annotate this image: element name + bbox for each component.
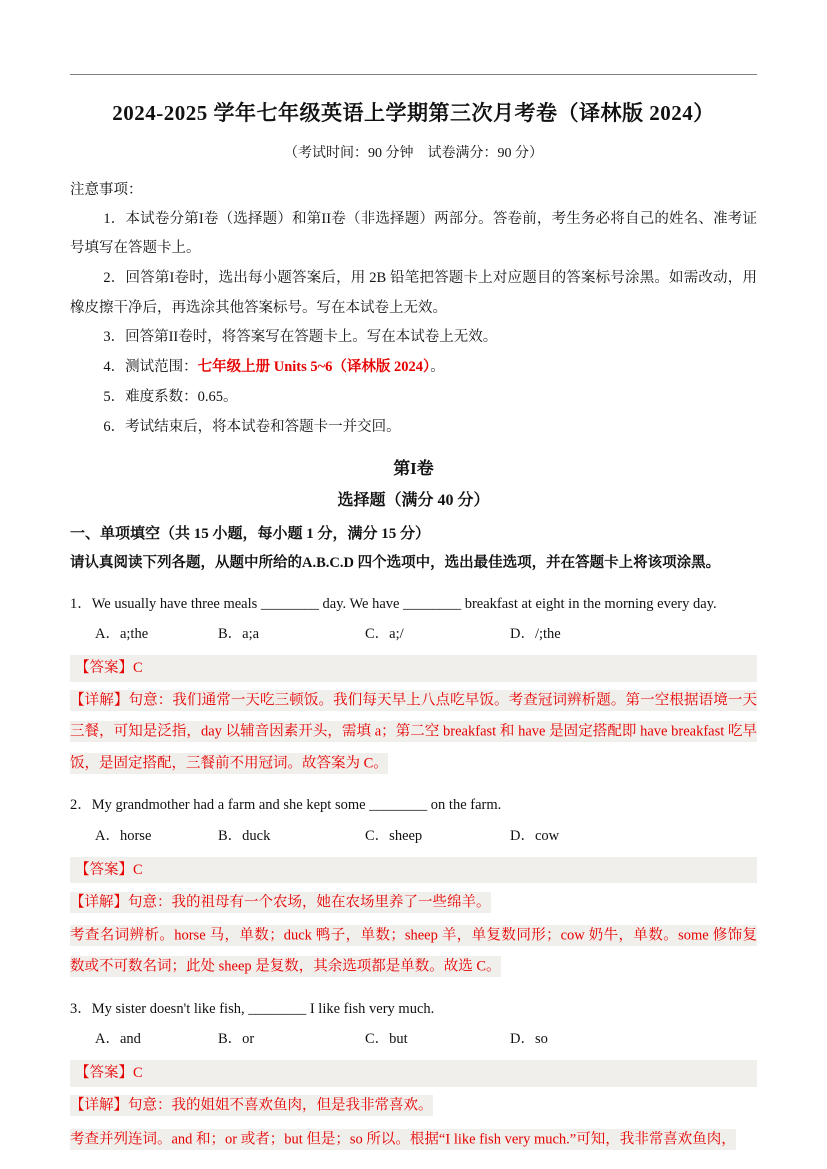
question-2-option-a: A．horse	[95, 827, 152, 844]
question-2-explanation-p2	[70, 920, 757, 982]
question-1-stem: 1．We usually have three meals ________ day. We have ________ breakfast at eight in the morning every day.	[70, 595, 717, 612]
note-item-4	[70, 353, 757, 383]
question-3-option-a: A．and	[95, 1031, 141, 1048]
part-subtitle: 选择题（满分 40 分）	[337, 492, 490, 510]
part-title: 第I卷	[393, 459, 434, 479]
question-3-options	[70, 1025, 757, 1053]
question-1-options	[70, 620, 757, 648]
question-1-answer: 【答案】C	[70, 655, 757, 681]
note-item-1: 1．本试卷分第I卷（选择题）和第II卷（非选择题）两部分。答卷前，考生务必将自己的姓名、准考证号填写在答题卡上。	[70, 210, 757, 257]
question-3-option-b: B．or	[218, 1031, 255, 1048]
note-item-4-suffix: 。	[430, 359, 445, 376]
notes-heading: 注意事项：	[70, 182, 143, 198]
question-1-option-a: A．a;the	[95, 626, 149, 643]
note-item-4-scope: 七年级上册 Units 5~6（译林版 2024）	[197, 359, 431, 376]
question-2	[70, 791, 757, 983]
header-divider	[70, 74, 757, 75]
question-3-stem: 3．My sister doesn't like fish, ________ I like fish very much.	[70, 1000, 435, 1017]
question-3-answer: 【答案】C	[70, 1060, 757, 1086]
question-2-explanation-text-2: 考查名词辨析。horse 马，单数；duck 鸭子，单数；sheep 羊，单复数同形；cow 奶牛，单数。some 修饰复数或不可数名词；此处 sheep 是复数，其余选项都是单数。故选 C。	[70, 925, 757, 977]
question-2-options	[70, 822, 757, 850]
question-3	[70, 995, 757, 1155]
question-2-explanation-p1	[70, 887, 757, 918]
question-2-explanation-text-1: 【详解】句意：我的祖母有一个农场，她在农场里养了一些绵羊。	[70, 892, 491, 913]
question-2-option-d: D．cow	[510, 827, 560, 844]
question-1-explanation	[70, 686, 757, 780]
question-2-option-b: B．duck	[218, 827, 271, 844]
note-item-2: 2．回答第I卷时，选出每小题答案后，用 2B 铅笔把答题卡上对应题目的答案标号涂黑。如需改动，用橡皮擦干净后，再选涂其他答案标号。写在本试卷上无效。	[70, 269, 757, 316]
question-3-explanation-text-2: 考查并列连词。and 和；or 或者；but 但是；so 所以。根据“I like fish very much.”可知，我非常喜欢鱼肉，	[70, 1129, 736, 1150]
question-2-answer: 【答案】C	[70, 857, 757, 883]
note-item-3: 3．回答第II卷时，将答案写在答题卡上。写在本试卷上无效。	[103, 329, 498, 346]
exam-time-score: （考试时间：90 分钟 试卷满分：90 分）	[284, 146, 543, 161]
question-1-option-c: C．a;/	[365, 626, 404, 643]
question-2-option-c: C．sheep	[365, 827, 423, 844]
question-3-option-c: C．but	[365, 1031, 408, 1048]
question-1	[70, 590, 757, 780]
question-2-stem: 2．My grandmother had a farm and she kept some ________ on the farm.	[70, 797, 502, 814]
note-item-4-prefix: 4．测试范围：	[103, 359, 198, 376]
question-1-option-d: D．/;the	[510, 626, 561, 643]
question-3-explanation-text-1: 【详解】句意：我的姐姐不喜欢鱼肉，但是我非常喜欢。	[70, 1095, 433, 1116]
question-3-explanation-p2	[70, 1124, 757, 1155]
question-1-option-b: B．a;a	[218, 626, 260, 643]
section-instruction: 请认真阅读下列各题，从题中所给的A.B.C.D 四个选项中，选出最佳选项，并在答题卡上将该项涂黑。	[70, 554, 721, 571]
question-1-explanation-text: 【详解】句意：我们通常一天吃三顿饭。我们每天早上八点吃早饭。考查冠词辨析题。第一空根据语境一天三餐，可知是泛指，day 以辅音因素开头，需填 a；第二空 breakfast 和 have 是固定搭配即 have breakfast 吃早饭，是固定搭配，三餐前不用冠词。故答案为 C。	[70, 690, 757, 773]
question-3-explanation-p1	[70, 1091, 757, 1122]
note-item-5: 5．难度系数：0.65。	[103, 388, 238, 405]
question-3-option-d: D．so	[510, 1031, 548, 1048]
section-title: 一、单项填空（共 15 小题，每小题 1 分，满分 15 分）	[70, 526, 431, 543]
page-title: 2024-2025 学年七年级英语上学期第三次月考卷（译林版 2024）	[112, 101, 715, 125]
note-item-6: 6．考试结束后，将本试卷和答题卡一并交回。	[103, 418, 401, 435]
